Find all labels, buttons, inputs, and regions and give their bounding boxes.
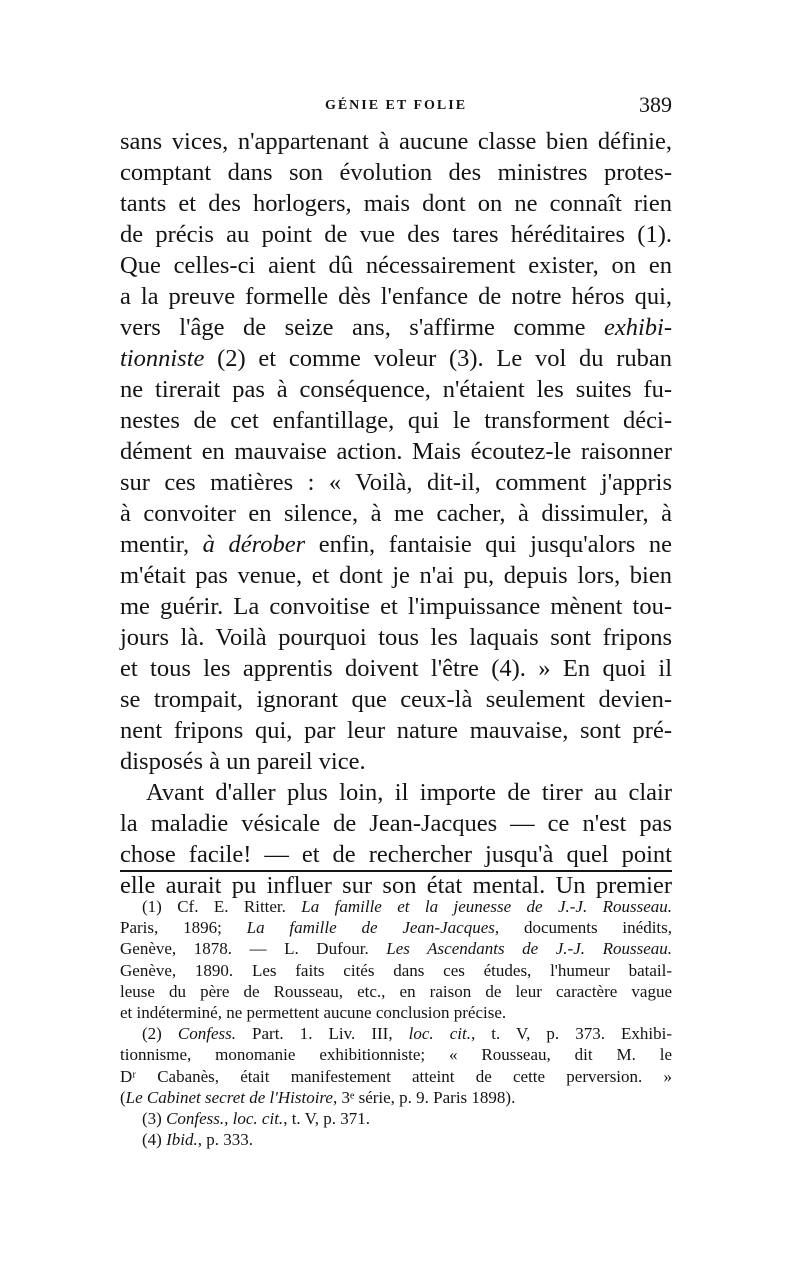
body-text: [120, 126, 672, 901]
footnote-text: , 3ᵉ série, p. 9. Paris 1898).: [332, 1087, 516, 1107]
body-line: Que celles-ci aient dû nécessairement exister, on en: [120, 252, 672, 279]
body-line: et tous les apprentis doivent l'être (4). » En quoi il: [120, 655, 672, 682]
footnote-line: [120, 1108, 672, 1129]
body-line: Avant d'aller plus loin, il importe de tirer au clair: [146, 779, 672, 806]
footnote-text: (1) Cf. E. Ritter.: [142, 897, 302, 916]
italic-term: à dérober: [202, 531, 306, 558]
footnote-divider: [120, 870, 672, 872]
body-line: disposés à un pareil vice.: [120, 748, 366, 775]
body-line: comptant dans son évolution des ministres protes-: [120, 159, 672, 186]
body-text-span: mentir,: [120, 531, 203, 558]
body-line: [120, 529, 672, 560]
footnote-text: , p. 333.: [197, 1130, 253, 1150]
body-line: de précis au point de vue des tares héréditaires (1).: [120, 221, 672, 248]
italic-term: tionniste: [120, 345, 205, 372]
footnote-italic: Le Cabinet secret de l'Histoire: [125, 1087, 333, 1107]
body-text-span: enfin, fantaisie qui jusqu'alors ne: [305, 531, 672, 558]
body-line: la maladie vésicale de Jean-Jacques — ce n'est pas: [120, 810, 672, 837]
footnote-text: Genève, 1878. — L. Dufour.: [120, 939, 387, 959]
body-line: nestes de cet enfantillage, qui le transforment déci-: [120, 407, 672, 434]
footnote-text: (: [120, 1087, 126, 1107]
footnote-italic: Confess., loc. cit.: [166, 1108, 284, 1128]
footnote-line: leuse du père de Rousseau, etc., en raison de leur caractère vague: [120, 981, 672, 1001]
body-line: me guérir. La convoitise et l'impuissance mènent tou-: [120, 593, 672, 620]
body-line: dément en mauvaise action. Mais écoutez-le raisonner: [120, 438, 672, 465]
body-line: elle aurait pu influer sur son état mental. Un premier: [120, 872, 672, 899]
body-line: nent fripons qui, par leur nature mauvaise, sont pré-: [120, 717, 672, 744]
footnote-line: tionnisme, monomanie exhibitionniste; « Rousseau, dit M. le: [120, 1045, 672, 1065]
body-line: à convoiter en silence, à me cacher, à dissimuler, à: [120, 500, 672, 527]
body-line: ne tirerait pas à conséquence, n'étaient les suites fu-: [120, 376, 672, 403]
footnote-line: [120, 1087, 672, 1108]
footnote-line: Dʳ Cabanès, était manifestement atteint de cette perversion. »: [120, 1066, 672, 1086]
footnote-italic: Ibid.: [166, 1130, 198, 1150]
footnotes: [120, 896, 672, 1150]
footnote-text: Part. 1. Liv. III,: [235, 1024, 409, 1044]
footnote-italic: loc. cit.: [408, 1024, 471, 1044]
footnote-italic: La famille de Jean-Jacques: [246, 918, 495, 938]
body-text-span: vers l'âge de seize ans, s'affirme comme: [120, 314, 604, 341]
body-line: m'était pas venue, et dont je n'ai pu, depuis lors, bien: [120, 562, 672, 589]
footnote-line: [120, 1129, 672, 1150]
page-header: [120, 94, 672, 118]
footnote-line: [120, 938, 672, 959]
footnote-text: (2): [142, 1024, 178, 1044]
italic-term: exhibi-: [603, 314, 672, 341]
body-line: sur ces matières : « Voilà, dit-il, comment j'appris: [120, 469, 672, 496]
footnote-text: , t. V, p. 371.: [283, 1108, 370, 1128]
footnote-italic: La famille et la jeunesse de J.-J. Rousseau.: [301, 897, 672, 916]
body-line: sans vices, n'appartenant à aucune classe bien définie,: [120, 128, 672, 155]
body-line: tants et des horlogers, mais dont on ne connaît rien: [120, 190, 672, 217]
footnote-line: [120, 1023, 672, 1044]
footnote-text: (3): [142, 1108, 167, 1128]
running-title: GÉNIE ET FOLIE: [324, 98, 468, 113]
body-line: chose facile! — et de rechercher jusqu'à quel point: [120, 841, 672, 868]
footnote-text: , t. V, p. 373. Exhibi-: [470, 1024, 673, 1044]
page-number: 389: [639, 92, 672, 117]
footnote-text: (4): [142, 1130, 167, 1150]
footnote-italic: Confess.: [177, 1024, 236, 1044]
footnote-italic: Les Ascendants de J.-J. Rousseau.: [386, 939, 672, 959]
body-line: jours là. Voilà pourquoi tous les laquais sont fripons: [120, 624, 672, 651]
body-text-span: (2) et comme voleur (3). Le vol du ruban: [204, 345, 672, 372]
footnote-line: Genève, 1890. Les faits cités dans ces études, l'humeur batail-: [120, 960, 672, 980]
footnote-line: [120, 917, 672, 938]
body-line: [120, 312, 672, 343]
body-line: se trompait, ignorant que ceux-là seulement devien-: [120, 686, 672, 713]
body-line: a la preuve formelle dès l'enfance de notre héros qui,: [120, 283, 672, 310]
footnote-text: , documents inédits,: [494, 918, 673, 938]
footnote-text: Paris, 1896;: [120, 918, 247, 938]
body-line: [120, 343, 672, 374]
footnote-line: [120, 896, 672, 917]
footnote-line: et indéterminé, ne permettent aucune conclusion précise.: [120, 1002, 507, 1022]
